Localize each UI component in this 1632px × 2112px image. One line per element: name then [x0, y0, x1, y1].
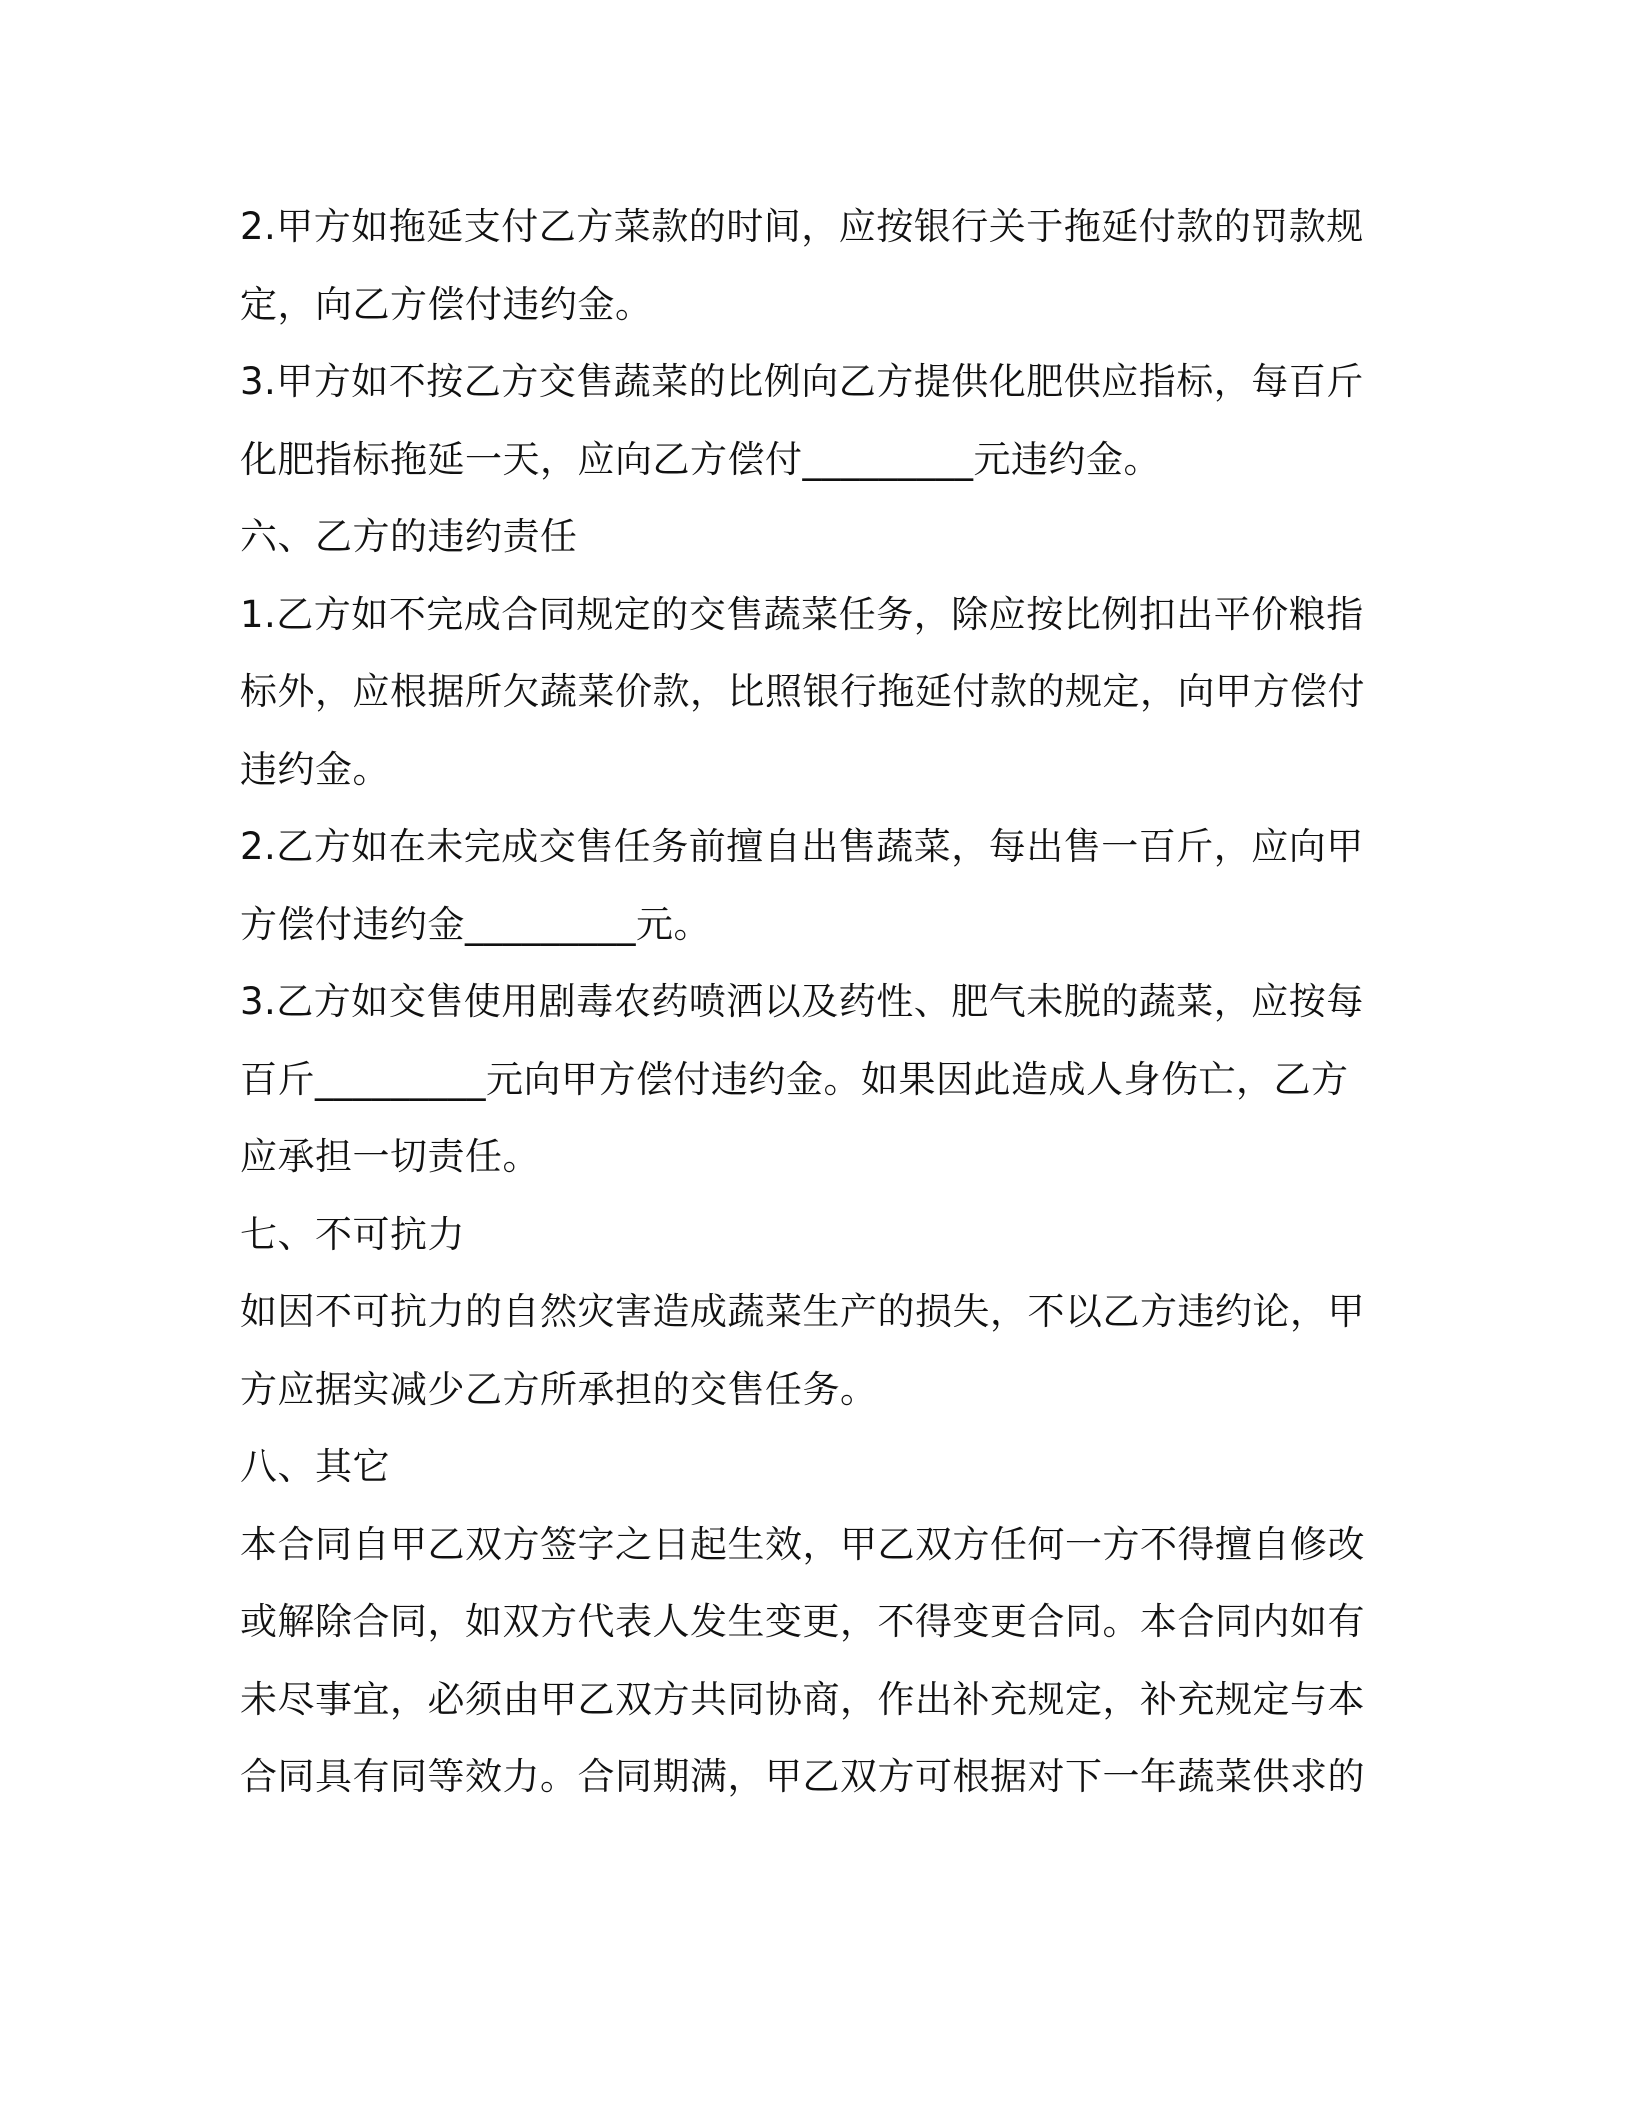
text-line: 2.甲方如拖延支付乙方菜款的时间，应按银行关于拖延付款的罚款规 — [240, 205, 1364, 248]
text-line: 应承担一切责任。 — [240, 1135, 540, 1178]
text-line: 如因不可抗力的自然灾害造成蔬菜生产的损失，不以乙方违约论，甲 — [240, 1290, 1365, 1333]
text-line: 百斤_________元向甲方偿付违约金。如果因此造成人身伤亡，乙方 — [240, 1057, 1349, 1101]
text-line: 3.甲方如不按乙方交售蔬菜的比例向乙方提供化肥供应指标，每百斤 — [240, 360, 1364, 403]
text-line: 违约金。 — [240, 747, 390, 791]
text-line: 或解除合同，如双方代表人发生变更，不得变更合同。本合同内如有 — [240, 1600, 1365, 1643]
text-line: 方应据实减少乙方所承担的交售任务。 — [240, 1367, 878, 1411]
text-line: 标外，应根据所欠蔬菜价款，比照银行拖延付款的规定，向甲方偿付 — [240, 670, 1365, 713]
text-line: 本合同自甲乙双方签字之日起生效，甲乙双方任何一方不得擅自修改 — [240, 1522, 1365, 1566]
section-heading-8 — [240, 1428, 1376, 1506]
text-line: 合同具有同等效力。合同期满，甲乙双方可根据对下一年蔬菜供求的 — [240, 1755, 1365, 1798]
heading-line: 八、其它 — [240, 1445, 390, 1488]
clause-party-b-3 — [240, 963, 1376, 1196]
section-heading-7 — [240, 1196, 1376, 1274]
clause-party-a-3 — [240, 343, 1376, 498]
text-line: 3.乙方如交售使用剧毒农药喷洒以及药性、肥气未脱的蔬菜，应按每 — [240, 980, 1364, 1023]
text-line: 未尽事宜，必须由甲乙双方共同协商，作出补充规定，补充规定与本 — [240, 1677, 1365, 1721]
clause-party-b-2 — [240, 808, 1376, 963]
clause-party-b-1 — [240, 576, 1376, 809]
text-line: 方偿付违约金_________元。 — [240, 902, 711, 946]
heading-line: 七、不可抗力 — [240, 1212, 465, 1256]
text-line: 2.乙方如在未完成交售任务前擅自出售蔬菜，每出售一百斤，应向甲 — [240, 825, 1364, 868]
clause-other — [240, 1506, 1376, 1816]
text-line: 化肥指标拖延一天，应向乙方偿付_________元违约金。 — [240, 437, 1161, 481]
clause-party-a-2 — [240, 188, 1376, 343]
text-line: 1.乙方如不完成合同规定的交售蔬菜任务，除应按比例扣出平价粮指 — [240, 592, 1364, 636]
heading-line: 六、乙方的违约责任 — [240, 515, 578, 558]
clause-force-majeure — [240, 1273, 1376, 1428]
text-line: 定，向乙方偿付违约金。 — [240, 282, 653, 326]
document-body — [240, 188, 1376, 1816]
section-heading-6 — [240, 498, 1376, 576]
